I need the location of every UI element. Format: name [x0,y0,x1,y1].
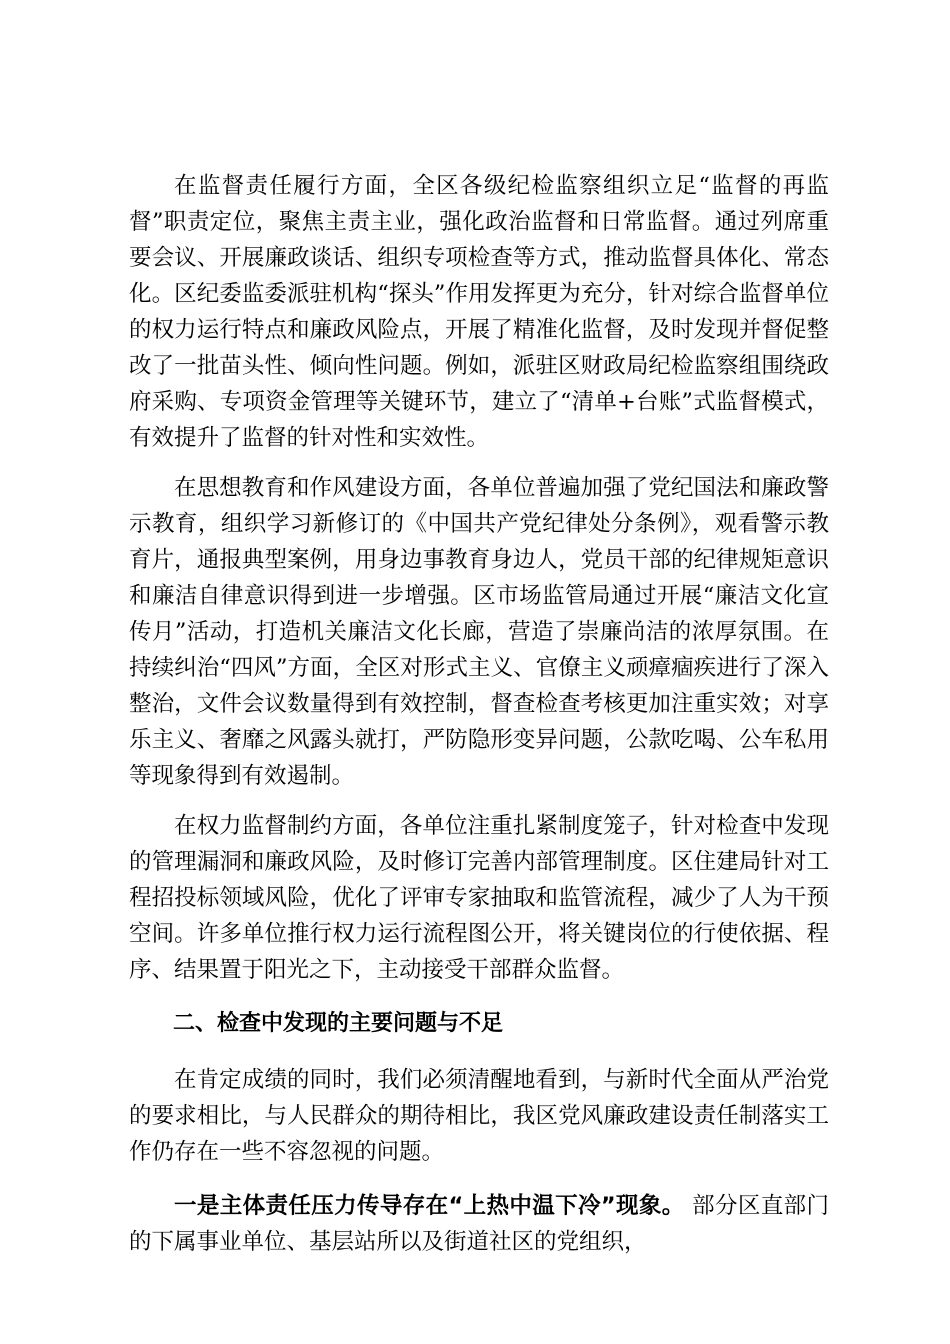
paragraph-supervision-responsibility: 在监督责任履行方面，全区各级纪检监察组织立足“监督的再监督”职责定位，聚焦主责主业，强化政治监督和日常监督。通过列席重要会议、开展廉政谈话、组织专项检查等方式，推动监督具体化、常态化。区纪委监委派驻机构“探头”作用发挥更为充分，针对综合监督单位的权力运行特点和廉政风险点，开展了精准化监督，及时发现并督促整改了一批苗头性、倾向性问题。例如，派驻区财政局纪检监察组围绕政府采购、专项资金管理等关键环节，建立了“清单+台账”式监督模式，有效提升了监督的针对性和实效性。 [129,173,829,451]
point-one-lead: 一是主体责任压力传导存在“上热中温下冷”现象。 [174,1193,685,1219]
paragraph-power-supervision: 在权力监督制约方面，各单位注重扎紧制度笼子，针对检查中发现的管理漏洞和廉政风险，及时修订完善内部管理制度。区住建局针对工程招投标领域风险，优化了评审专家抽取和监管流程，减少了人为干预空间。许多单位推行权力运行流程图公开，将关键岗位的行使依据、程序、结果置于阳光之下，主动接受干部群众监督。 [129,813,829,983]
document-body [129,168,829,1260]
paragraph-education-and-style: 在思想教育和作风建设方面，各单位普遍加强了党纪国法和廉政警示教育，组织学习新修订的《中国共产党纪律处分条例》，观看警示教育片，通报典型案例，用身边事教育身边人，党员干部的纪律规矩意识和廉洁自律意识得到进一步增强。区市场监管局通过开展“廉洁文化宣传月”活动，打造机关廉洁文化长廊，营造了崇廉尚洁的浓厚氛围。在持续纠治“四风”方面，全区对形式主义、官僚主义顽瘴痼疾进行了深入整治，文件会议数量得到有效控制，督查检查考核更加注重实效；对享乐主义、奢靡之风露头就打，严防隐形变异问题，公款吃喝、公车私用等现象得到有效遏制。 [129,475,829,789]
paragraph-point-one [129,1188,829,1260]
paragraph-problems-intro: 在肯定成绩的同时，我们必须清醒地看到，与新时代全面从严治党的要求相比，与人民群众的期待相比，我区党风廉政建设责任制落实工作仍存在一些不容忽视的问题。 [129,1067,829,1165]
point-one-text: 部分区直部门的下属事业单位、基层站所以及街道社区的党组织， [129,1193,830,1255]
section-heading: 二、检查中发现的主要问题与不足 [173,1011,504,1036]
